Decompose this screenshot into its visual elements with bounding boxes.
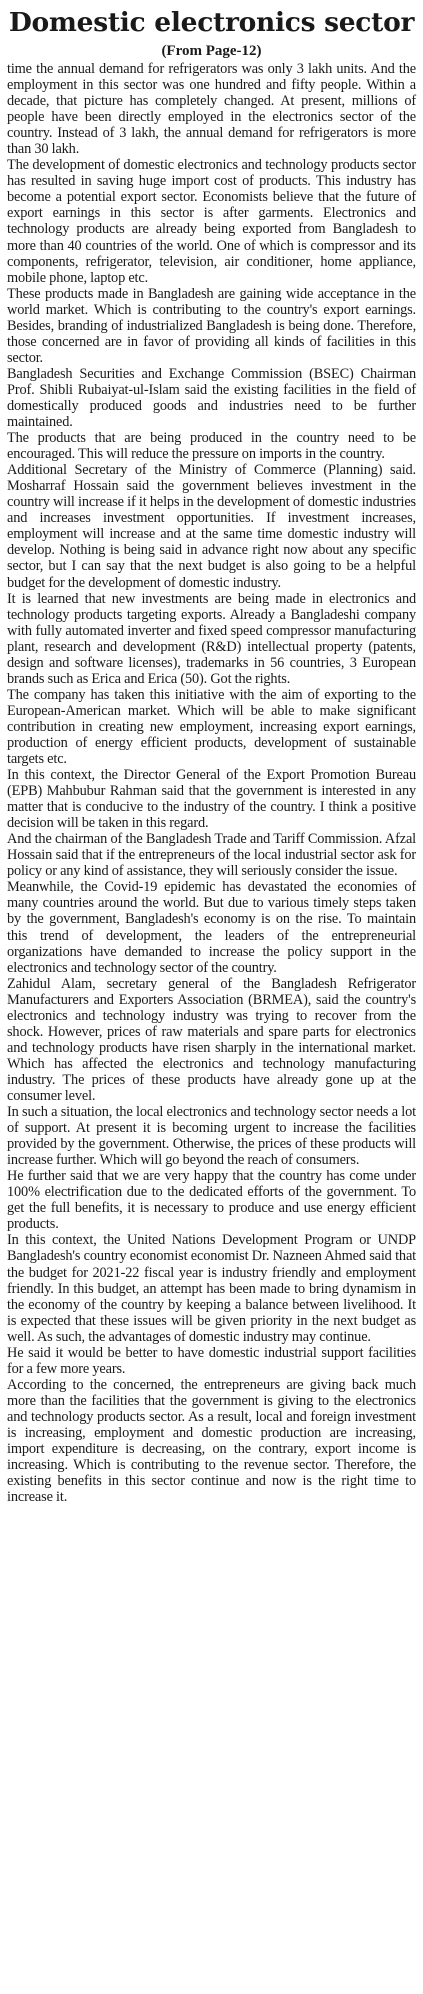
- paragraph: The company has taken this initiative with the aim of exporting to the European-American market. Which will be able to make significant contribution in creating new employment, increasing export earnings, production of energy efficient products, development of sustainable targets etc.: [7, 686, 416, 768]
- paragraph: These products made in Bangladesh are gaining wide acceptance in the world market. Which is contributing to the country's export earnings. Besides, branding of industrialized Bangladesh is being done. Therefore, those concerned are in favor of providing all kinds of facilities in this sector.: [7, 285, 416, 366]
- paragraph: Meanwhile, the Covid-19 epidemic has devastated the economies of many countries around the world. But due to various timely steps taken by the government, Bangladesh's economy is on the rise. To maintain this trend of development, the leaders of the entrepreneurial organizations have demanded to increase the policy support in the electronics and technology sector of the country.: [7, 879, 416, 976]
- paragraph: In this context, the United Nations Development Program or UNDP Bangladesh's country economist economist Dr. Nazneen Ahmed said that the budget for 2021-22 fiscal year is industry friendly and employment friendly. In this budget, an attempt has been made to bring dynamism in the economy of the country by keeping a balance between livelihood. It is expected that these issues will be given priority in the next budget as well. As such, the advantages of domestic industry may continue.: [7, 1232, 416, 1345]
- paragraph: In such a situation, the local electronics and technology sector needs a lot of support. At present it is becoming urgent to increase the facilities provided by the government. Otherwise, the prices of these products will increase further. Which will go beyond the reach of consumers.: [7, 1104, 416, 1169]
- continuation-note: (From Page-12): [161, 43, 262, 59]
- paragraph: The products that are being produced in the country need to be encouraged. This will reduce the pressure on imports in the country.: [7, 430, 416, 463]
- paragraph: time the annual demand for refrigerators was only 3 lakh units. And the employment in this sector was one hundred and fifty people. Within a decade, that picture has completely changed. At present, millions of people have been directly employed in the electronics sector of the country. Instead of 3 lakh, the annual demand for refrigerators is more than 30 lakh.: [7, 61, 416, 158]
- paragraph: Bangladesh Securities and Exchange Commission (BSEC) Chairman Prof. Shibli Rubaiyat-ul-Islam said the existing facilities in the field of domestically produced goods and industries need to be further maintained.: [7, 365, 416, 431]
- paragraph: He further said that we are very happy that the country has come under 100% electrification due to the dedicated efforts of the government. To get the full benefits, it is necessary to produce and use energy efficient products.: [7, 1168, 416, 1233]
- paragraph: And the chairman of the Bangladesh Trade and Tariff Commission. Afzal Hossain said that if the entrepreneurs of the local industrial sector ask for policy or any kind of assistance, they will seriously consider the issue.: [7, 831, 416, 880]
- paragraph: Zahidul Alam, secretary general of the Bangladesh Refrigerator Manufacturers and Exporters Association (BRMEA), said the country's electronics and technology industry was trying to recover from the shock. However, prices of raw materials and spare parts for electronics and technology products have risen sharply in the international market. Which has affected the electronics and technology manufacturing industry. The prices of these products have already gone up at the consumer level.: [7, 975, 416, 1104]
- paragraph: It is learned that new investments are being made in electronics and technology products targeting exports. Already a Bangladeshi company with fully automated inverter and fixed speed compressor manufacturing plant, research and development (R&D) intellectual property (patents, design and software licenses), trademarks in 56 countries, 3 European brands such as Erica and Erica (50). Got the rights.: [7, 590, 416, 687]
- paragraph: The development of domestic electronics and technology products sector has resulted in saving huge import cost of products. This industry has become a potential export sector. Economists believe that the future of export earnings in this sector is after garments. Electronics and technology products are already being exported from Bangladesh to more than 40 countries of the world. One of which is compressor and its components, refrigerator, television, air conditioner, home appliance, mobile phone, laptop etc.: [7, 157, 416, 286]
- paragraph: Additional Secretary of the Ministry of Commerce (Planning) said. Mosharraf Hossain said the government believes investment in the country will increase if it helps in the development of domestic industries and increases investment opportunities. If investment increases, employment will increase and at the same time domestic industry will develop. Nothing is being said in advance right now about any specific sector, but I can say that the next budget is also going to be a helpful budget for the development of domestic industry.: [7, 462, 416, 591]
- article-body: [7, 61, 416, 1505]
- headline: Domestic electronics sector: [8, 7, 415, 38]
- paragraph: According to the concerned, the entrepreneurs are giving back much more than the facilities that the government is giving to the electronics and technology products sector. As a result, local and foreign investment is increasing, employment and domestic production are increasing, import expenditure is decreasing, on the contrary, export income is increasing. Which is contributing to the revenue sector. Therefore, the existing benefits in this sector continue and now is the right time to increase it.: [7, 1376, 416, 1506]
- paragraph: In this context, the Director General of the Export Promotion Bureau (EPB) Mahbubur Rahman said that the government is interested in any matter that is conducive to the industry of the country. I think a positive decision will be taken in this regard.: [7, 767, 416, 832]
- paragraph: He said it would be better to have domestic industrial support facilities for a few more years.: [7, 1344, 416, 1377]
